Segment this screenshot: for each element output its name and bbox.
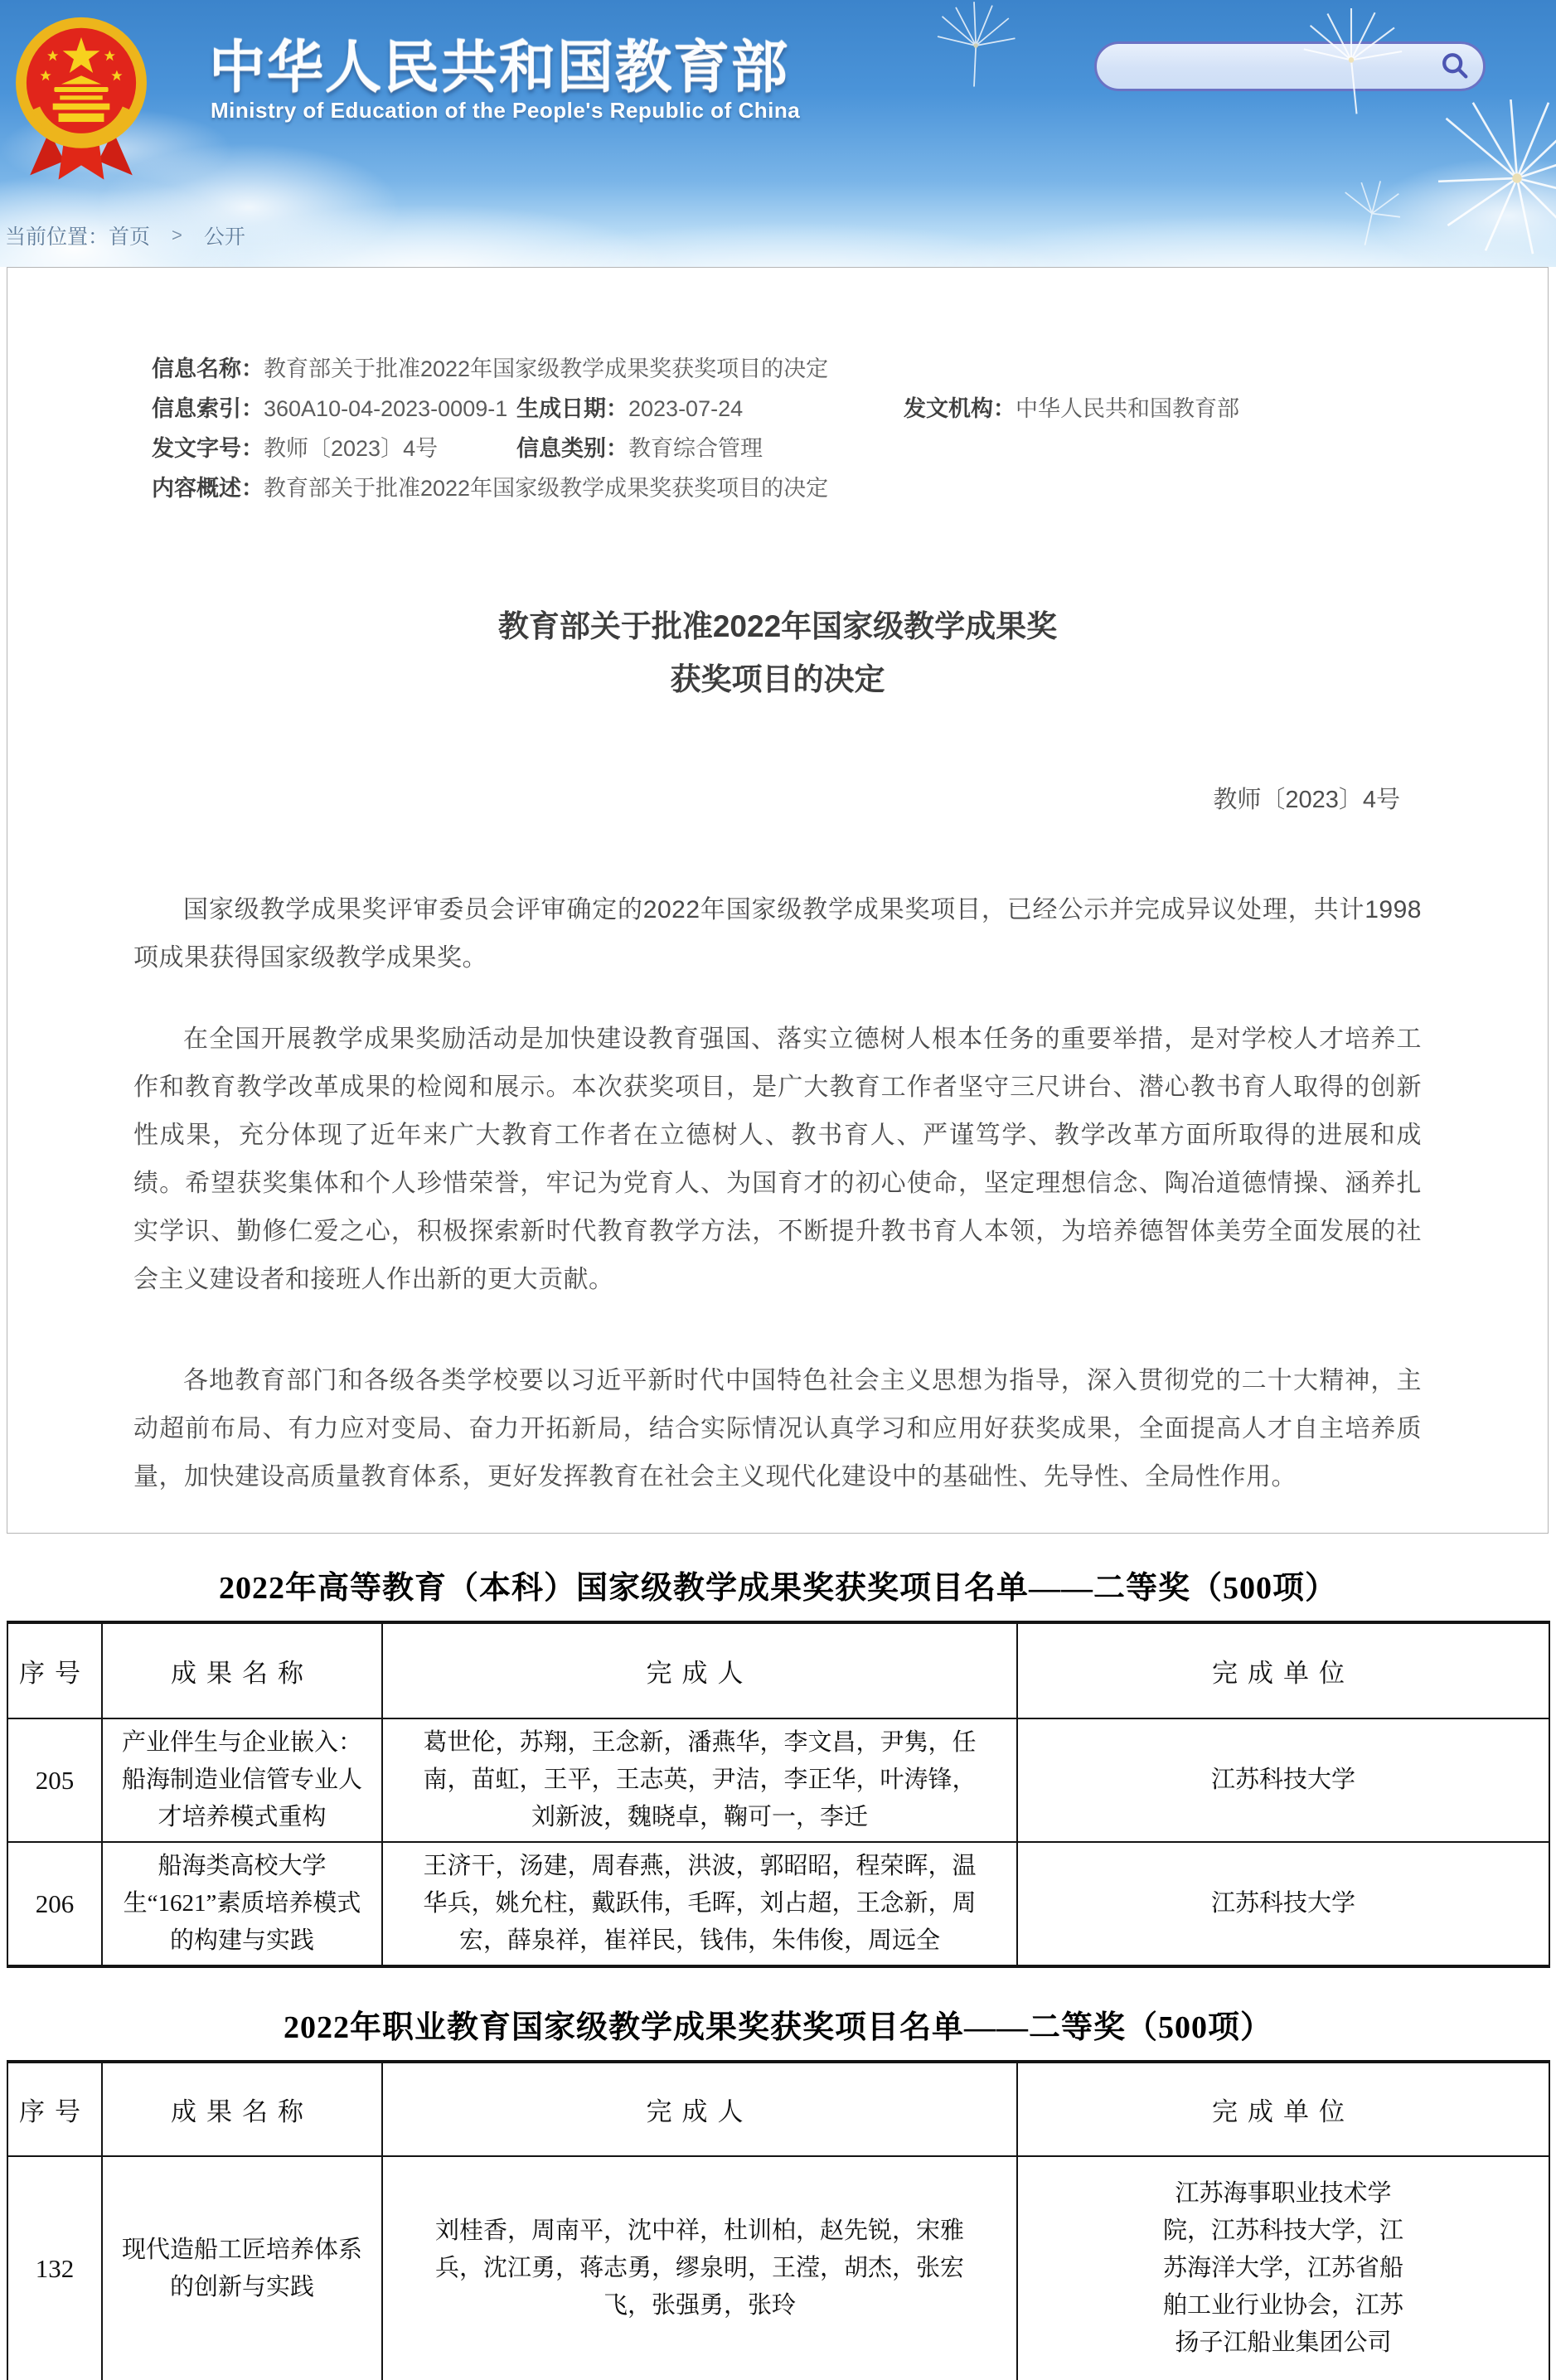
- cell-achievement-name: [102, 1718, 382, 1842]
- document-body: [133, 886, 1422, 1501]
- col-header-no: 序号: [7, 1622, 102, 1718]
- cell-no: 205: [7, 1718, 102, 1842]
- site-subtitle: Ministry of Education of the People's Republic of China: [211, 98, 801, 123]
- emblem-gate: [60, 95, 103, 99]
- section-title-vocational: 2022年职业教育国家级教学成果奖获奖项目名单——二等奖（500项）: [283, 2010, 1272, 2045]
- emblem-gate-base: [59, 114, 104, 122]
- cell-achievement-name: [102, 2156, 382, 2380]
- achievement-name-text: 船海类高校大学生“1621”素质培养模式的构建与实践: [123, 1853, 361, 1954]
- awards-table-vocational: [7, 2060, 1550, 2380]
- breadcrumb: [5, 219, 245, 252]
- awards-sections: [0, 1534, 1556, 2380]
- organization-text: 江苏海事职业技术学院，江苏科技大学，江苏海洋大学，江苏省船舶工业行业协会，江苏扬子江船业集团公司: [1162, 2180, 1403, 2356]
- document-panel: [7, 267, 1549, 1534]
- cell-contributors: 王济干，汤建，周春燕，洪波，郭昭昭，程荣晖，温华兵，姚允柱，戴跃伟，毛晖，刘占超，王念新，周宏，薛泉祥，崔祥民，钱伟，朱伟俊，周远全: [382, 1842, 1017, 1966]
- meta-row-summary: [152, 474, 1422, 502]
- cell-no: 206: [7, 1842, 102, 1966]
- table-row: [7, 1842, 1549, 1966]
- body-paragraph-1: 国家级教学成果奖评审委员会评审确定的2022年国家级教学成果奖项目，已经公示并完成异议处理，共计1998项成果获得国家级教学成果奖。: [133, 896, 1422, 972]
- meta-index-label: 信息索引：: [152, 396, 264, 421]
- organization-text: 江苏科技大学: [1210, 1767, 1355, 1793]
- search-box: [1094, 41, 1486, 91]
- meta-summary-value: 教育部关于批准2022年国家级教学成果奖获奖项目的决定: [264, 476, 829, 501]
- breadcrumb-current-link[interactable]: 公开: [203, 225, 245, 249]
- achievement-name-text: 产业伴生与企业嵌入：船海制造业信管专业人才培养模式重构: [121, 1729, 362, 1830]
- cell-no: 132: [7, 2156, 102, 2380]
- cell-contributors: 葛世伦，苏翔，王念新，潘燕华，李文昌，尹隽，任南，苗虹，王平，王志英，尹洁，李正华，叶涛锋，刘新波，魏晓卓，鞠可一，李迁: [382, 1718, 1017, 1842]
- meta-name-value: 教育部关于批准2022年国家级教学成果奖获奖项目的决定: [264, 356, 829, 381]
- emblem-gate: [53, 104, 110, 110]
- cell-contributors: 刘桂香，周南平，沈中祥，杜训柏，赵先锐，宋雅兵，沈江勇，蒋志勇，缪泉明，王滢，胡杰，张宏飞，张强勇，张玲: [382, 2156, 1017, 2380]
- col-header-org: 完成单位: [1017, 1622, 1549, 1718]
- search-button[interactable]: [1437, 48, 1473, 85]
- document-title-line2: 获奖项目的决定: [670, 662, 885, 696]
- cell-organization: [1017, 2156, 1549, 2380]
- meta-row-name: [152, 355, 1422, 383]
- search-icon: [1439, 51, 1471, 82]
- national-emblem-icon: [10, 12, 153, 182]
- document-title-line1: 教育部关于批准2022年国家级教学成果奖: [497, 609, 1058, 643]
- meta-date-value: 2023-07-24: [628, 396, 744, 421]
- meta-docno-label: 发文字号：: [152, 436, 264, 461]
- meta-category-value: 教育综合管理: [628, 436, 763, 461]
- table-header-row: [7, 1622, 1549, 1718]
- meta-category-label: 信息类别：: [516, 436, 628, 461]
- awards-table-higher-ed: [7, 1621, 1550, 1968]
- document-number: 教师〔2023〕4号: [1213, 787, 1400, 813]
- table-row: [7, 2156, 1549, 2380]
- col-header-no: 序号: [7, 2062, 102, 2156]
- col-header-name: 成果名称: [102, 2062, 382, 2156]
- achievement-name-text: 现代造船工匠培养体系的创新与实践: [121, 2236, 362, 2300]
- meta-row-index: [152, 395, 1422, 423]
- meta-summary-label: 内容概述：: [152, 476, 264, 501]
- meta-index-value: 360A10-04-2023-0009-1: [264, 396, 508, 421]
- organization-text: 江苏科技大学: [1210, 1890, 1355, 1917]
- table-header-row: [7, 2062, 1549, 2156]
- meta-docno-value: 教师〔2023〕4号: [264, 436, 439, 461]
- search-input[interactable]: [1115, 50, 1437, 83]
- cell-achievement-name: [102, 1842, 382, 1966]
- body-paragraph-3: 各地教育部门和各级各类学校要以习近平新时代中国特色社会主义思想为指导，深入贯彻党的二十大精神，主动超前布局、有力应对变局、奋力开拓新局，结合实际情况认真学习和应用好获奖成果，全面提高人才自主培养质量，加快建设高质量教育体系，更好发挥教育在社会主义现代化建设中的基础性、先导性、全局性作用。: [133, 1367, 1422, 1491]
- table-row: [7, 1718, 1549, 1842]
- meta-date-label: 生成日期：: [516, 396, 628, 421]
- site-header: [0, 0, 1556, 267]
- breadcrumb-prefix: 当前位置：: [5, 225, 109, 249]
- body-paragraph-2: 在全国开展教学成果奖励活动是加快建设教育强国、落实立德树人根本任务的重要举措，是对学校人才培养工作和教育教学改革成果的检阅和展示。本次获奖项目，是广大教育工作者坚守三尺讲台、潜心教书育人取得的创新性成果，充分体现了近年来广大教育工作者在立德树人、教书育人、严谨笃学、教学改革方面所取得的进展和成绩。希望获奖集体和个人珍惜荣誉，牢记为党育人、为国育才的初心使命，坚定理想信念、陶冶道德情操、涵养扎实学识、勤修仁爱之心，积极探索新时代教育教学方法，不断提升教书育人本领，为培养德智体美劳全面发展的社会主义建设者和接班人作出新的更大贡献。: [133, 1025, 1422, 1293]
- section-title-higher-ed: 2022年高等教育（本科）国家级教学成果奖获奖项目名单——二等奖（500项）: [218, 1571, 1337, 1606]
- col-header-org: 完成单位: [1017, 2062, 1549, 2156]
- meta-name-label: 信息名称：: [152, 356, 264, 381]
- meta-agency-label: 发文机构：: [904, 396, 1016, 421]
- dandelion-icon: [1335, 178, 1409, 249]
- col-header-people: 完成人: [382, 1622, 1017, 1718]
- emblem-gate: [54, 87, 108, 92]
- cell-organization: [1017, 1718, 1549, 1842]
- breadcrumb-home-link[interactable]: 首页: [109, 225, 151, 249]
- cell-organization: [1017, 1842, 1549, 1966]
- document-meta: [152, 355, 1422, 502]
- site-title: 中华人民共和国教育部: [209, 36, 790, 99]
- meta-agency-value: 中华人民共和国教育部: [1016, 396, 1239, 421]
- breadcrumb-separator: >: [172, 225, 182, 245]
- col-header-people: 完成人: [382, 2062, 1017, 2156]
- meta-row-docno: [152, 434, 1422, 463]
- dandelion-icon: [1434, 99, 1556, 257]
- document-title: [133, 600, 1422, 706]
- col-header-name: 成果名称: [102, 1622, 382, 1718]
